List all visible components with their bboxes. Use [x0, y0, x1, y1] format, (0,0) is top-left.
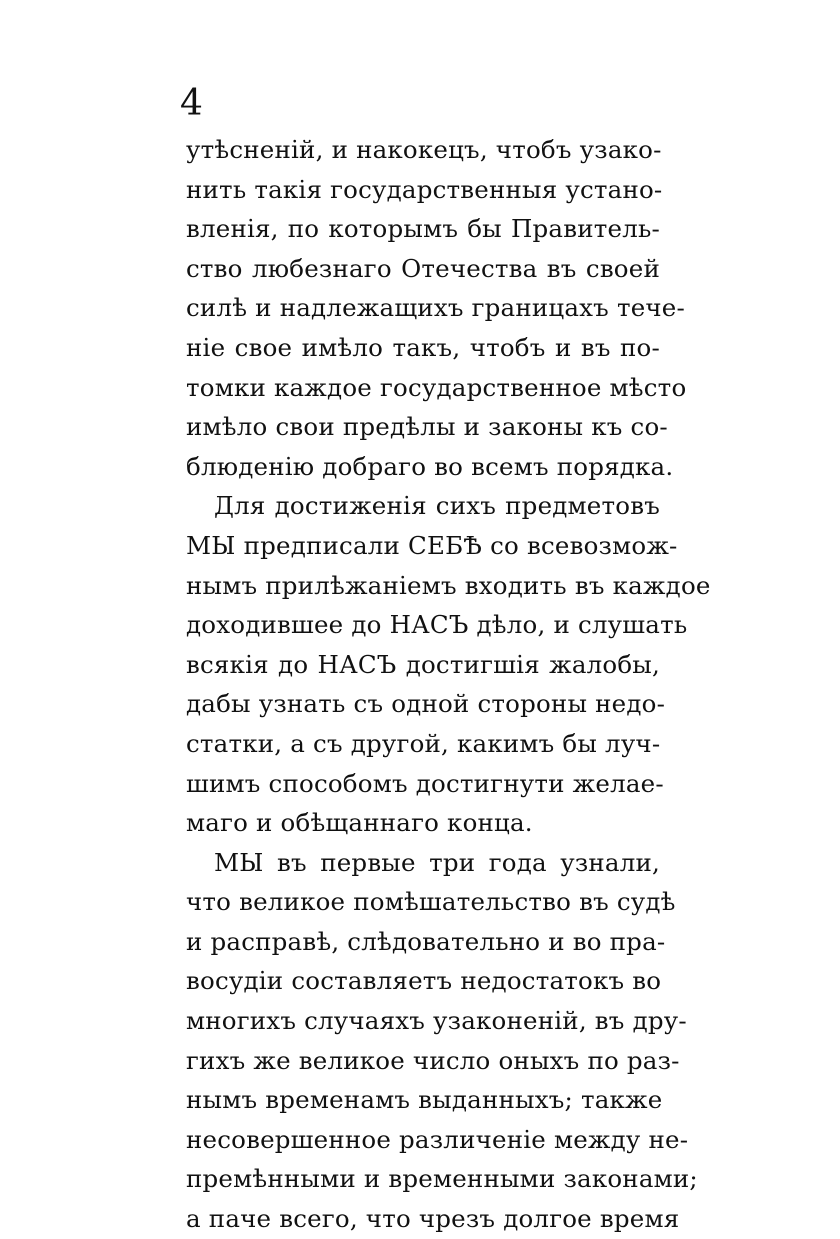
text-line: ство любезнаго Отечества въ своей: [186, 253, 660, 283]
text-line: многихъ случаяхъ узаконеній, въ дру-: [186, 1006, 687, 1036]
text-line: имѣло свои предѣлы и законы къ со-: [186, 412, 668, 442]
text-line: томки каждое государственное мѣсто: [186, 372, 687, 402]
text-line: несовершенное различеніе между не-: [186, 1124, 689, 1154]
text-line: вленія, по которымъ бы Правитель-: [186, 214, 660, 244]
text-line: ніе свое имѣло такъ, чтобъ и въ по-: [186, 332, 660, 362]
text-line: нить такія государственныя устано-: [186, 174, 663, 204]
text-line: а паче всего, что чрезъ долгое время: [186, 1204, 680, 1234]
text-line: и расправѣ, слѣдовательно и во пра-: [186, 926, 666, 956]
text-line: премѣнными и временными законами;: [186, 1164, 698, 1194]
text-line: утѣсненій, и накокецъ, чтобъ узако-: [186, 135, 662, 164]
body-text: [186, 130, 711, 1239]
text-line: нымъ временамъ выданныхъ; также: [186, 1085, 663, 1115]
text-line: МЫ предписали СЕБѢ со всевозмож-: [186, 530, 678, 560]
paragraph-end-line: маго и обѣщаннаго конца.: [186, 808, 533, 838]
text-line: всякія до НАСЪ достигшія жалобы,: [186, 649, 660, 679]
text-line: доходившее до НАСЪ дѣло, и слушать: [186, 610, 688, 640]
text-line: восудіи составляетъ недостатокъ во: [186, 966, 662, 996]
text-line: статки, а съ другой, какимъ бы луч-: [186, 728, 661, 758]
text-line: гихъ же великое число оныхъ по раз-: [186, 1045, 680, 1075]
paragraph-start-line: Для достиженія сихъ предметовъ: [214, 491, 660, 521]
text-line: шимъ способомъ достигнути желае-: [186, 768, 664, 798]
text-line: нымъ прилѣжаніемъ входить въ каждое: [186, 570, 711, 600]
text-line: что великое помѣшательство въ судѣ: [186, 887, 676, 917]
page-number: 4: [180, 83, 203, 124]
text-line: силѣ и надлежащихъ границахъ тече-: [186, 293, 685, 323]
text-line: дабы узнать съ одной стороны недо-: [186, 689, 666, 719]
paragraph-start-line: МЫ въ первые три года узнали,: [214, 847, 660, 877]
text-line: блюденію добраго во всемъ порядка.: [186, 451, 674, 481]
